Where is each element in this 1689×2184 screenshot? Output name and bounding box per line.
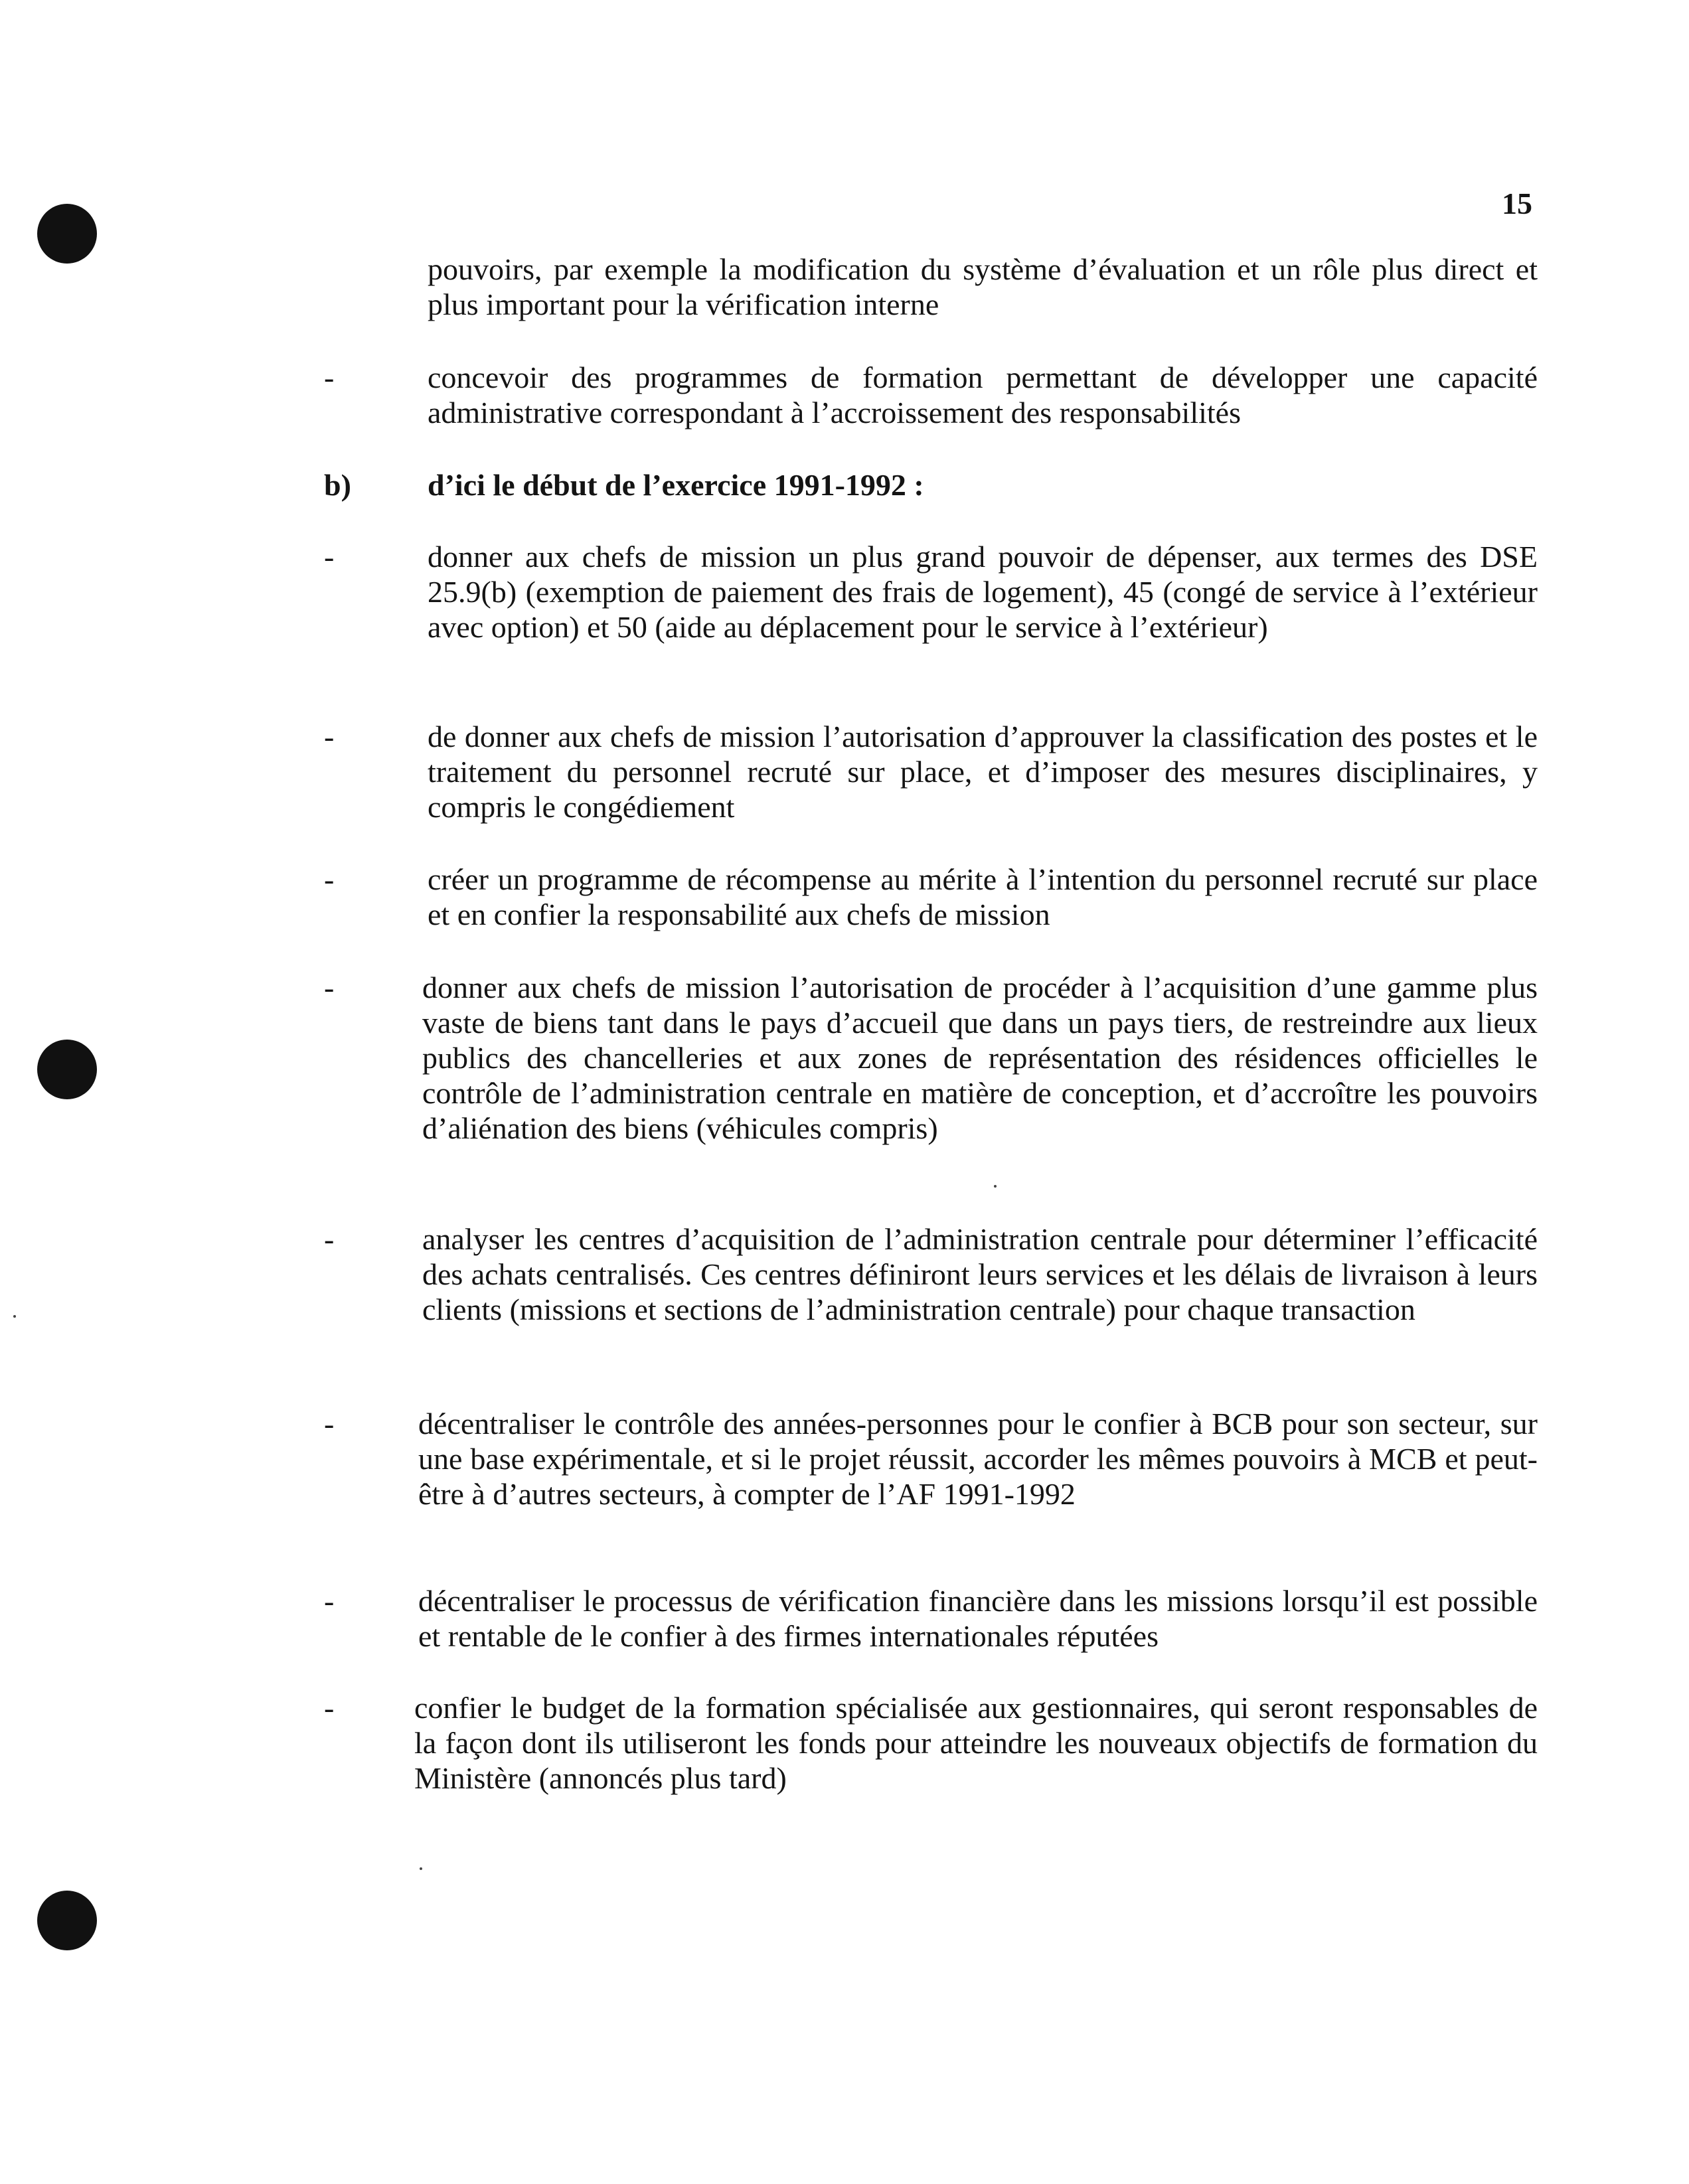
section-heading: d’ici le début de l’exercice 1991-1992 : [428,468,924,502]
bullet-marker: - [324,1584,335,1618]
scan-speck [994,1185,997,1188]
list-item: concevoir des programmes de formation permettant de développer une capacité administrative correspondant à l’accroissement des responsabilités [428,360,1538,429]
list-item: créer un programme de récompense au mérite à l’intention du personnel recruté sur place et en confier la responsabilité aux chefs de mission [428,862,1538,931]
list-item: décentraliser le processus de vérification financière dans les missions lorsqu’il est possible et rentable de le confier à des firmes internationales réputées [418,1584,1538,1653]
bullet-marker: - [324,1222,335,1256]
list-item: décentraliser le contrôle des années-personnes pour le confier à BCB pour son secteur, sur une base expérimentale, et si le projet réussit, accorder les mêmes pouvoirs à MCB et peut-être à d’autres secteurs, à compter de l’AF 1991-1992 [418,1407,1538,1511]
scan-speck [420,1867,422,1870]
bullet-marker: - [324,971,335,1004]
list-item: donner aux chefs de mission l’autorisation de procéder à l’acquisition d’une gamme plus vaste de biens tant dans le pays d’accueil que dans un pays tiers, de restreindre aux lieux publics des chancelleries et aux zones de représentation des résidences officielles le contrôle de l’administration centrale en matière de conception, et d’accroître les pouvoirs d’aliénation des biens (véhicules compris) [422,971,1538,1145]
scan-speck [13,1315,16,1318]
list-item: analyser les centres d’acquisition de l’administration centrale pour déterminer l’efficacité des achats centralisés. Ces centres définiront leurs services et les délais de livraison à leurs clients (missions et sections de l’administration centrale) pour chaque transaction [422,1222,1538,1326]
list-item: donner aux chefs de mission un plus grand pouvoir de dépenser, aux termes des DSE 25.9(b) (exemption de paiement des frais de logement), 45 (congé de service à l’extérieur avec option) et 50 (aide au déplacement pour le service à l’extérieur) [428,540,1538,644]
bullet-marker: - [324,862,335,896]
bullet-marker: - [324,1407,335,1441]
bullet-marker: - [324,720,335,753]
bullet-marker: - [324,540,335,574]
page-number: 15 [1502,187,1532,220]
section-label: b) [324,468,351,502]
list-item: confier le budget de la formation spécialisée aux gestionnaires, qui seront responsables de la façon dont ils utiliseront les fonds pour atteindre les nouveaux objectifs de formation du Ministère (annoncés plus tard) [414,1691,1538,1795]
punch-hole-top [37,204,97,264]
punch-hole-bottom [37,1891,97,1950]
list-item: de donner aux chefs de mission l’autorisation d’approuver la classification des postes et le traitement du personnel recruté sur place, et d’imposer des mesures disciplinaires, y compris le congédiement [428,720,1538,824]
bullet-marker: - [324,360,335,394]
bullet-marker: - [324,1691,335,1725]
intro-continuation: pouvoirs, par exemple la modification du système d’évaluation et un rôle plus direct et plus important pour la vérification interne [428,252,1538,321]
punch-hole-middle [37,1040,97,1099]
